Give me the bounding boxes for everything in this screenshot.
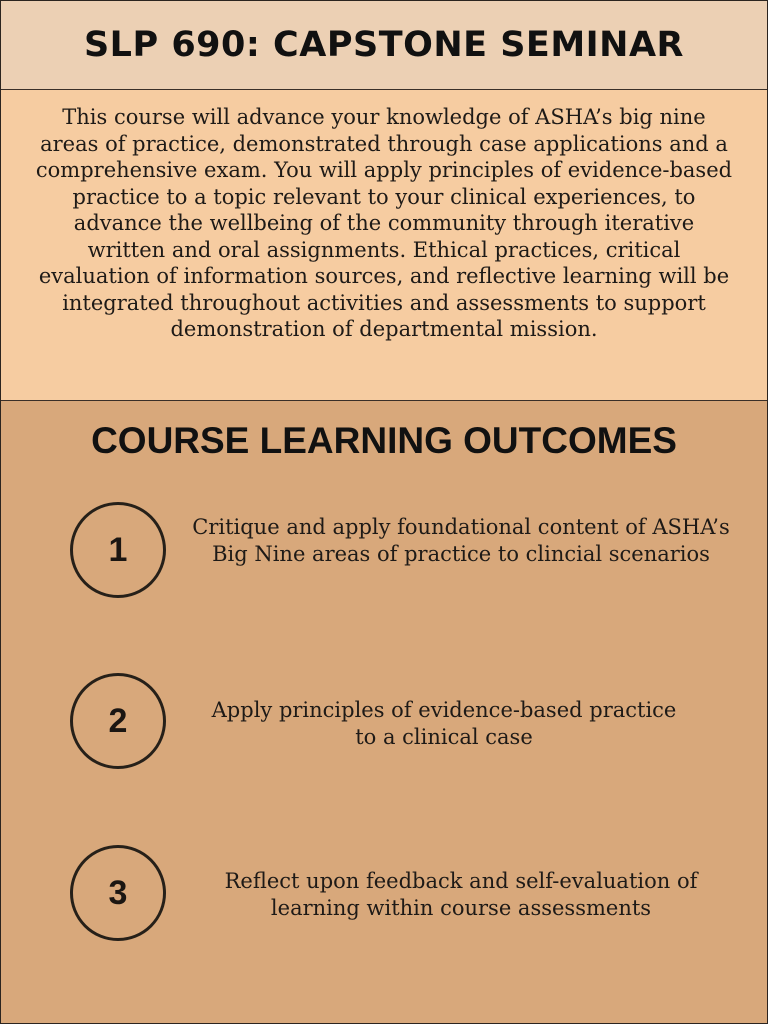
outcome-number-circle <box>70 845 166 941</box>
course-description-panel <box>1 90 767 401</box>
outcome-number: 1 <box>108 530 128 569</box>
learning-outcomes-section <box>1 402 767 1023</box>
learning-outcome-item <box>1 500 767 604</box>
outcome-number: 2 <box>108 701 128 740</box>
outcome-number: 3 <box>108 873 128 912</box>
course-description: This course will advance your knowledge of ASHA’s big nine areas of practice, demonstrated through case applications and a comprehensive exam. You will apply principles of evidence-based practice to a topic relevant to your clinical experiences, to advance the wellbeing of the community through iterative written and oral assignments. Ethical practices, critical evaluation of information sources, and reflective learning will be integrated throughout activities and assessments to support demonstration of departmental mission. <box>35 105 733 341</box>
learning-outcome-item <box>1 671 767 775</box>
outcome-description: Apply principles of evidence-based practice to a clinical case <box>211 698 677 749</box>
outcome-number-circle <box>70 673 166 769</box>
outcome-number-circle <box>70 502 166 598</box>
course-title: SLP 690: CAPSTONE SEMINAR <box>83 25 685 65</box>
outcome-description: Critique and apply foundational content of ASHA’s Big Nine areas of practice to clincial scenarios <box>192 515 730 566</box>
learning-outcome-item <box>1 843 767 947</box>
learning-outcomes-title: COURSE LEARNING OUTCOMES <box>91 420 677 461</box>
outcome-description: Reflect upon feedback and self-evaluation of learning within course assessments <box>224 869 698 920</box>
course-header <box>1 1 767 90</box>
